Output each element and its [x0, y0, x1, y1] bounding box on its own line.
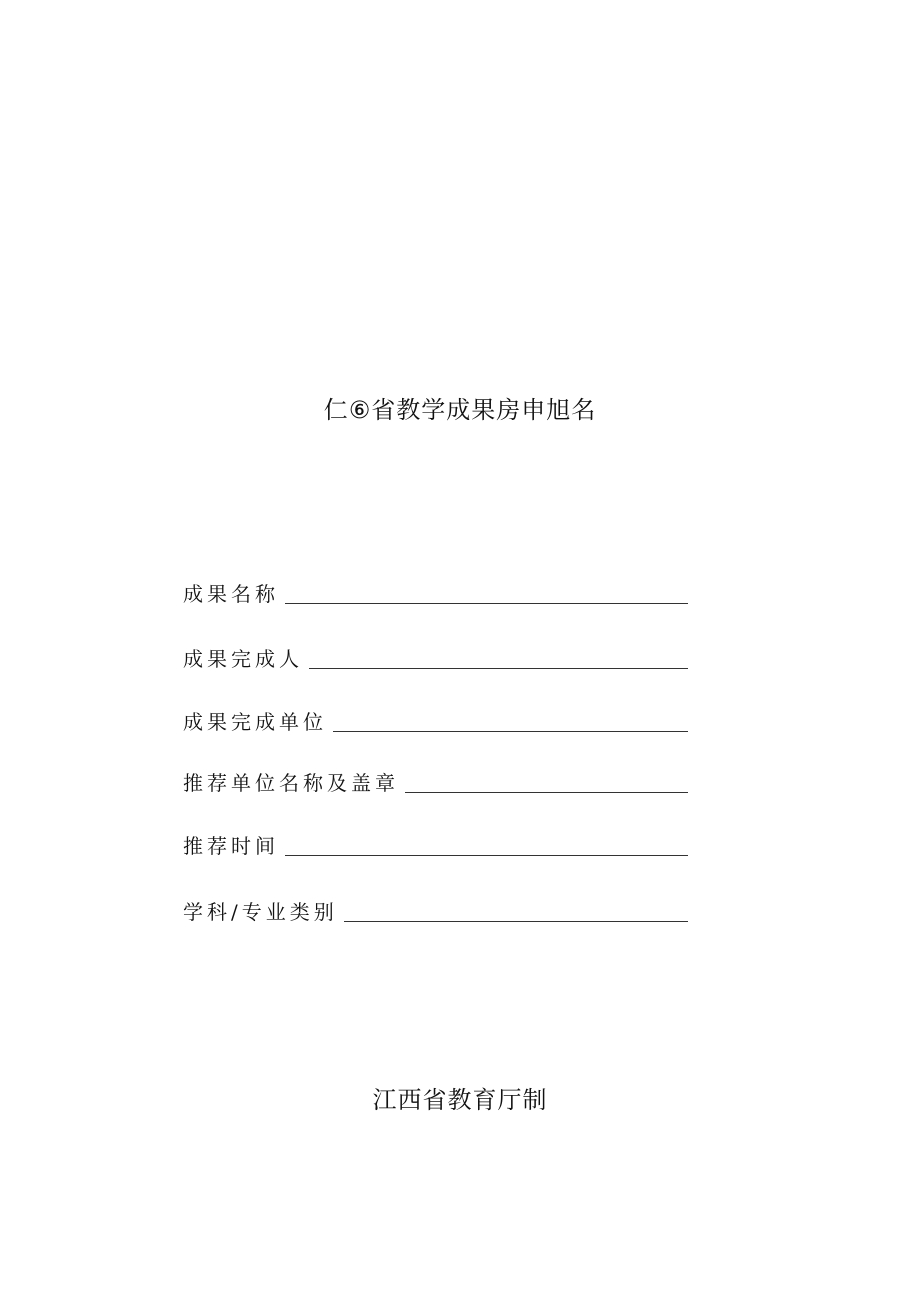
fill-in-line[interactable] [344, 899, 688, 922]
form-field-completers [183, 638, 688, 672]
field-label: 成果名称 [183, 582, 279, 606]
field-label: 成果完成人 [183, 647, 303, 671]
fill-in-line[interactable] [405, 770, 688, 793]
field-label: 推荐单位名称及盖章 [183, 771, 399, 795]
form-field-recommend-date [183, 825, 688, 859]
issuer-footer: 江西省教育厅制 [372, 1086, 548, 1114]
fill-in-line[interactable] [309, 646, 688, 669]
form-field-recommending-unit [183, 762, 688, 796]
field-label: 学科/专业类别 [183, 900, 338, 924]
field-label: 推荐时间 [183, 834, 279, 858]
fill-in-line[interactable] [285, 833, 688, 856]
fill-in-line[interactable] [333, 709, 688, 732]
fill-in-line[interactable] [285, 581, 688, 604]
field-label: 成果完成单位 [183, 710, 327, 734]
document-title: 仁⑥省教学成果房申旭名 [323, 396, 597, 424]
form-field-discipline-category [183, 891, 688, 925]
form-field-achievement-name [183, 573, 688, 607]
form-field-completing-unit [183, 701, 688, 735]
